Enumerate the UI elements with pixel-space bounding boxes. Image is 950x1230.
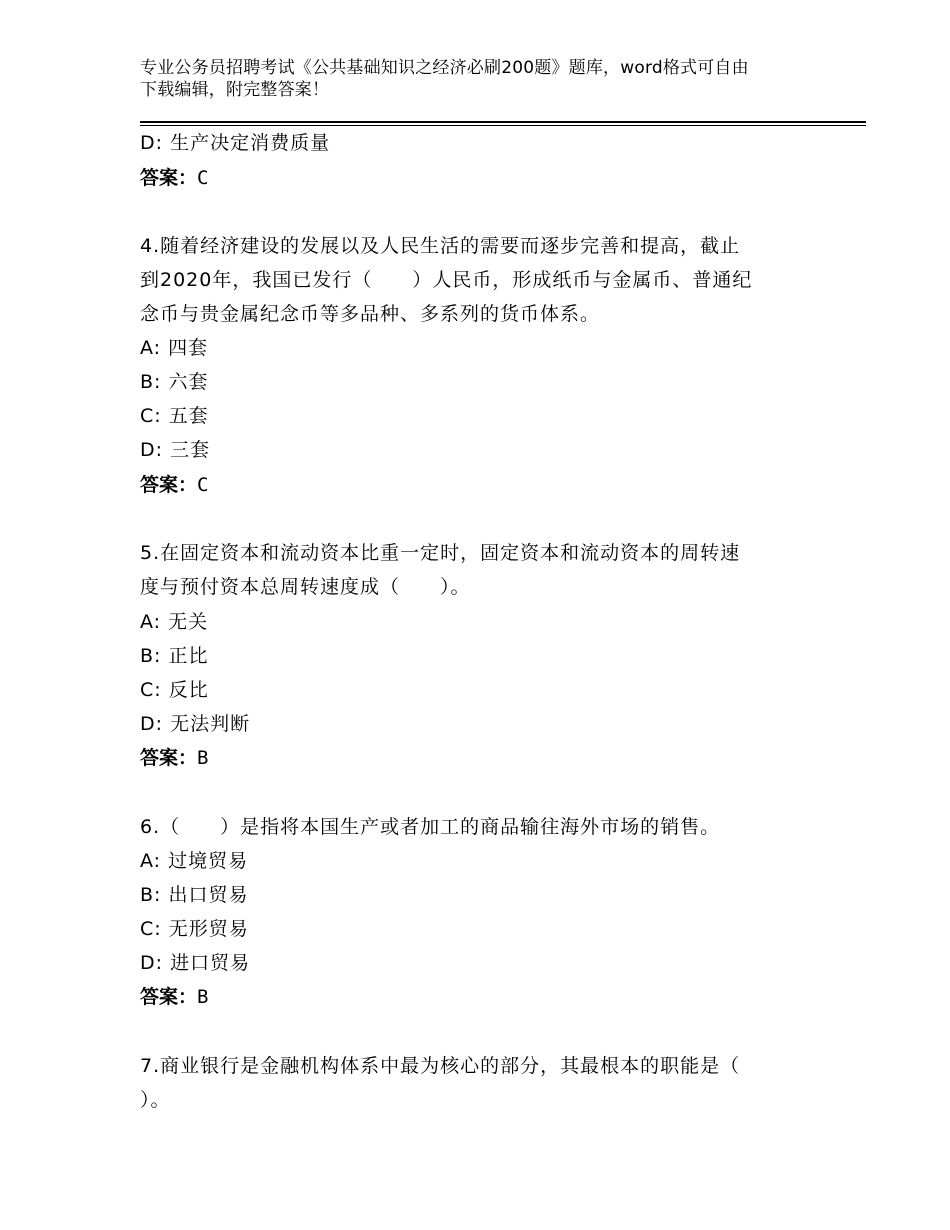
q4-answer-value: C [197, 474, 209, 496]
q6-option-d: D: 进口贸易 [140, 952, 251, 974]
q5-stem-line-1: 5.在固定资本和流动资本比重一定时，固定资本和流动资本的周转速 [140, 542, 741, 564]
q4-stem-line-2: 到2020年，我国已发行（ ）人民币，形成纸币与金属币、普通纪 [140, 269, 753, 291]
header-line-2: 下载编辑，附完整答案！ [140, 80, 330, 100]
q4-stem-line-3: 念币与贵金属纪念币等多品种、多系列的货币体系。 [140, 303, 601, 325]
q5-option-a: A: 无关 [140, 611, 209, 633]
q6-option-b: B: 出口贸易 [140, 884, 249, 906]
q5-answer-label: 答案： [140, 747, 198, 769]
q4-option-a: A: 四套 [140, 337, 209, 359]
q5-answer-value: B [197, 747, 209, 769]
q4-answer-label: 答案： [140, 474, 198, 496]
q6-stem-line-1: 6.（ ）是指将本国生产或者加工的商品输往海外市场的销售。 [140, 816, 721, 838]
q3-answer-value: C [197, 167, 209, 189]
q5-answer [140, 746, 208, 770]
q6-option-c: C: 无形贸易 [140, 918, 249, 940]
page-header [140, 57, 840, 101]
q4-answer [140, 473, 208, 497]
header-divider-thick [140, 121, 866, 123]
header-line-1: 专业公务员招聘考试《公共基础知识之经济必刷200题》题库，word格式可自由 [140, 58, 749, 78]
q4-option-c: C: 五套 [140, 405, 209, 427]
q6-answer-value: B [197, 986, 209, 1008]
q3-option-d: D: 生产决定消费质量 [140, 132, 331, 154]
q6-answer [140, 985, 208, 1009]
q4-option-b: B: 六套 [140, 371, 209, 393]
q6-answer-label: 答案： [140, 986, 198, 1008]
q5-option-b: B: 正比 [140, 645, 209, 667]
q5-option-c: C: 反比 [140, 679, 209, 701]
q6-option-a: A: 过境贸易 [140, 850, 249, 872]
header-divider-thin [140, 125, 866, 126]
q7-stem-line-2: ）。 [140, 1089, 171, 1111]
q5-option-d: D: 无法判断 [140, 713, 251, 735]
q4-stem-line-1: 4.随着经济建设的发展以及人民生活的需要而逐步完善和提高，截止 [140, 235, 741, 257]
q5-stem-line-2: 度与预付资本总周转速度成（ ）。 [140, 576, 471, 598]
q7-stem-line-1: 7.商业银行是金融机构体系中最为核心的部分，其最根本的职能是（ [140, 1055, 741, 1077]
q3-answer [140, 166, 208, 190]
q4-option-d: D: 三套 [140, 439, 211, 461]
q3-answer-label: 答案： [140, 167, 198, 189]
